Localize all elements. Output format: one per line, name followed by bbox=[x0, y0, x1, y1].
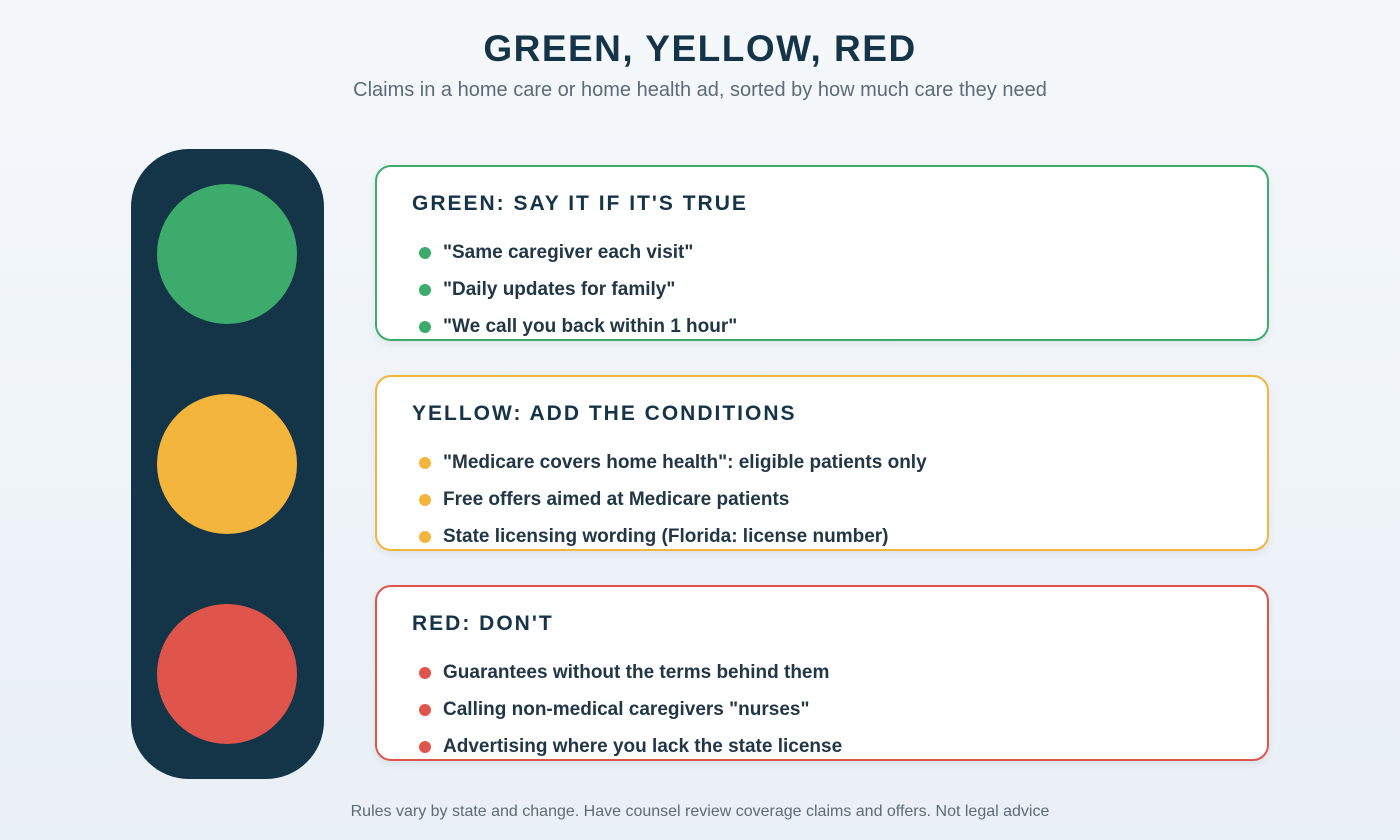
green-bullet-icon bbox=[419, 321, 431, 333]
green-bullet-icon bbox=[419, 247, 431, 259]
yellow-claims-list bbox=[419, 450, 927, 561]
page-subtitle: Claims in a home care or home health ad, sorted by how much care they need bbox=[353, 79, 1047, 101]
green-bullet-icon bbox=[419, 284, 431, 296]
yellow-bullet-icon bbox=[419, 494, 431, 506]
red-bullet-icon bbox=[419, 704, 431, 716]
page-title: GREEN, YELLOW, RED bbox=[483, 28, 917, 69]
green-light bbox=[157, 184, 297, 324]
green-claims-list bbox=[419, 240, 737, 351]
list-item bbox=[419, 734, 842, 771]
red-bullet-icon bbox=[419, 741, 431, 753]
list-item bbox=[419, 277, 737, 314]
red-card bbox=[375, 585, 1269, 761]
list-item-text: Calling non-medical caregivers "nurses" bbox=[443, 699, 810, 720]
list-item bbox=[419, 524, 927, 561]
red-card-heading: RED: DON'T bbox=[412, 612, 554, 635]
disclaimer-footer: Rules vary by state and change. Have counsel review coverage claims and offers. Not legal advice bbox=[350, 803, 1050, 820]
list-item-text: Free offers aimed at Medicare patients bbox=[443, 489, 790, 510]
list-item-text: Guarantees without the terms behind them bbox=[443, 662, 830, 683]
list-item-text: Advertising where you lack the state license bbox=[443, 736, 843, 757]
list-item bbox=[419, 450, 927, 487]
list-item bbox=[419, 660, 842, 697]
red-light bbox=[157, 604, 297, 744]
list-item bbox=[419, 697, 842, 734]
yellow-card-heading: YELLOW: ADD THE CONDITIONS bbox=[412, 402, 797, 425]
list-item-text: "Same caregiver each visit" bbox=[443, 242, 694, 263]
list-item-text: State licensing wording (Florida: license number) bbox=[443, 526, 889, 547]
traffic-light bbox=[131, 149, 324, 779]
green-card-heading: GREEN: SAY IT IF IT'S TRUE bbox=[412, 192, 748, 215]
list-item bbox=[419, 487, 927, 524]
list-item bbox=[419, 240, 737, 277]
list-item bbox=[419, 314, 737, 351]
yellow-bullet-icon bbox=[419, 457, 431, 469]
red-claims-list bbox=[419, 660, 842, 771]
list-item-text: "Medicare covers home health": eligible patients only bbox=[443, 452, 927, 473]
green-card bbox=[375, 165, 1269, 341]
list-item-text: "Daily updates for family" bbox=[443, 279, 676, 300]
yellow-bullet-icon bbox=[419, 531, 431, 543]
yellow-card bbox=[375, 375, 1269, 551]
yellow-light bbox=[157, 394, 297, 534]
red-bullet-icon bbox=[419, 667, 431, 679]
list-item-text: "We call you back within 1 hour" bbox=[443, 316, 738, 337]
